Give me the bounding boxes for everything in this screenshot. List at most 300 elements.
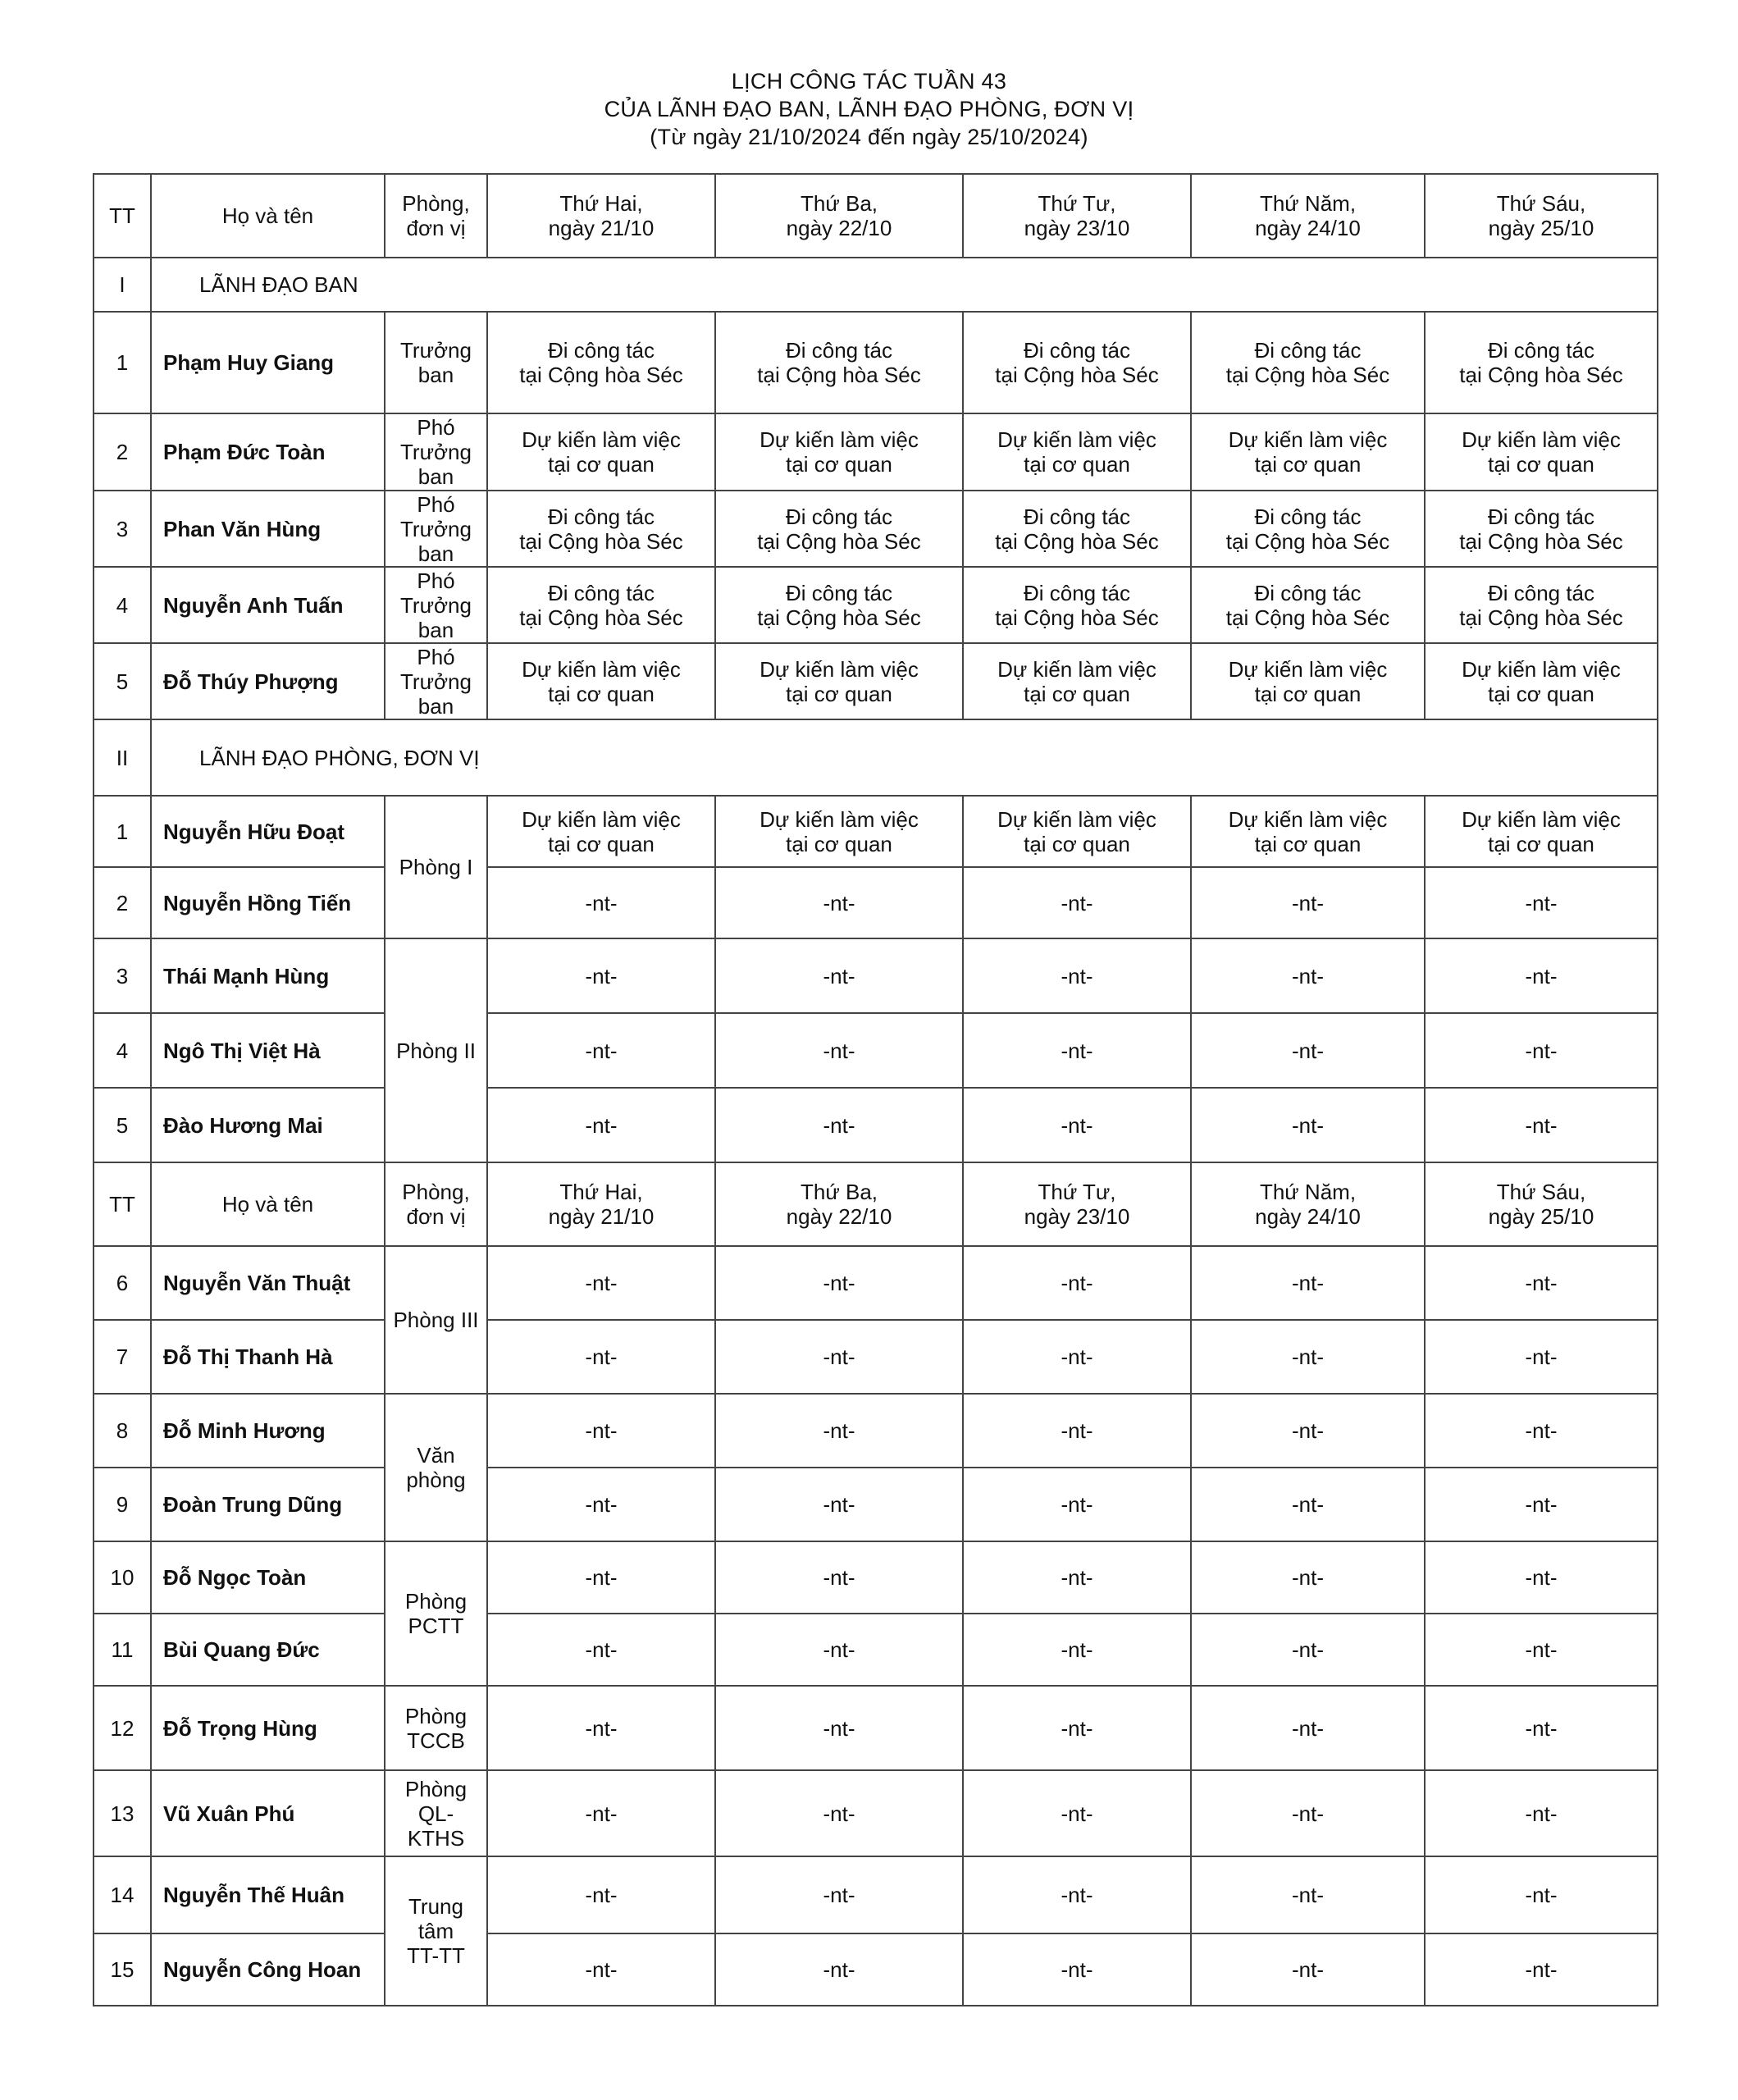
row-tt: 15	[94, 1933, 151, 2006]
row-position-line-2: ban	[417, 363, 454, 387]
schedule-cell-line-2: tại Cộng hòa Séc	[757, 363, 921, 387]
schedule-cell: -nt-	[1425, 938, 1658, 1013]
schedule-cell-line-1: Dự kiến làm việc	[522, 656, 681, 682]
schedule-cell: -nt-	[487, 1320, 715, 1394]
schedule-cell: -nt-	[487, 1933, 715, 2006]
row-position	[385, 413, 487, 491]
schedule-table	[93, 173, 1658, 2006]
row-tt: 7	[94, 1320, 151, 1394]
row-position-line-1: Phó	[417, 491, 455, 517]
header-day-line-2: ngày 24/10	[1255, 216, 1361, 240]
schedule-cell: -nt-	[487, 1686, 715, 1770]
row-tt: 12	[94, 1686, 151, 1770]
schedule-cell: -nt-	[487, 1856, 715, 1933]
schedule-cell-line-1: Dự kiến làm việc	[1228, 427, 1388, 452]
schedule-cell: -nt-	[715, 1770, 963, 1856]
schedule-cell: -nt-	[715, 1088, 963, 1162]
schedule-cell-line-2: tại Cộng hòa Séc	[995, 363, 1159, 387]
schedule-cell-line-1: Đi công tác	[1023, 338, 1131, 363]
header-day	[715, 174, 963, 258]
header-day-line-1: Thứ Năm,	[1259, 191, 1357, 216]
schedule-cell	[963, 796, 1191, 867]
schedule-cell: -nt-	[1425, 1933, 1658, 2006]
row-unit-line-1: Phòng III	[393, 1308, 479, 1332]
schedule-cell-line-1: Dự kiến làm việc	[997, 806, 1156, 832]
schedule-cell: -nt-	[1425, 1468, 1658, 1541]
schedule-cell: -nt-	[715, 1246, 963, 1320]
schedule-cell: -nt-	[715, 1933, 963, 2006]
schedule-cell: -nt-	[1191, 1856, 1425, 1933]
schedule-cell	[487, 796, 715, 867]
row-position	[385, 491, 487, 567]
header-day	[963, 174, 1191, 258]
row-name: Vũ Xuân Phú	[151, 1770, 385, 1856]
header-day	[1191, 174, 1425, 258]
schedule-cell: -nt-	[1191, 1541, 1425, 1614]
schedule-cell	[487, 312, 715, 413]
row-tt: 3	[94, 938, 151, 1013]
schedule-cell	[1425, 491, 1658, 567]
schedule-cell	[487, 413, 715, 491]
row-unit	[385, 1246, 487, 1394]
schedule-cell-line-2: tại Cộng hòa Séc	[1459, 605, 1623, 630]
schedule-cell	[1191, 796, 1425, 867]
section-number: I	[94, 258, 151, 312]
schedule-cell	[487, 567, 715, 643]
schedule-cell: -nt-	[487, 1246, 715, 1320]
row-name: Nguyễn Anh Tuấn	[151, 567, 385, 643]
row-unit-line-2: PCTT	[408, 1614, 464, 1638]
schedule-cell-line-1: Dự kiến làm việc	[760, 656, 919, 682]
row-name: Nguyễn Hồng Tiến	[151, 867, 385, 938]
schedule-cell-line-2: tại cơ quan	[1254, 681, 1362, 706]
schedule-cell: -nt-	[1425, 1614, 1658, 1686]
schedule-cell	[715, 643, 963, 719]
schedule-cell	[1191, 491, 1425, 567]
table-row	[94, 1088, 1658, 1162]
row-position-line-3: ban	[417, 541, 454, 566]
header-name: Họ và tên	[151, 174, 385, 258]
schedule-cell: -nt-	[1425, 1770, 1658, 1856]
header-unit	[385, 1162, 487, 1246]
row-name: Ngô Thị Việt Hà	[151, 1013, 385, 1088]
row-unit-line-1: Phòng	[404, 1776, 468, 1801]
schedule-cell: -nt-	[1191, 1246, 1425, 1320]
header-day-line-2: ngày 22/10	[786, 1204, 892, 1229]
header-day	[487, 1162, 715, 1246]
row-tt: 4	[94, 567, 151, 643]
row-name: Đỗ Trọng Hùng	[151, 1686, 385, 1770]
schedule-cell	[1425, 567, 1658, 643]
schedule-cell-line-2: tại Cộng hòa Séc	[757, 605, 921, 630]
section-label: LÃNH ĐẠO PHÒNG, ĐƠN VỊ	[151, 719, 1658, 796]
row-tt: 9	[94, 1468, 151, 1541]
row-unit-line-1: Phòng	[404, 1703, 468, 1728]
header-day-line-2: ngày 24/10	[1255, 1204, 1361, 1229]
schedule-cell-line-2: tại cơ quan	[1488, 831, 1594, 856]
header-unit	[385, 174, 487, 258]
table-row	[94, 1933, 1658, 2006]
schedule-cell: -nt-	[1425, 1088, 1658, 1162]
row-tt: 6	[94, 1246, 151, 1320]
header-day	[963, 1162, 1191, 1246]
schedule-cell-line-2: tại Cộng hòa Séc	[1459, 363, 1623, 387]
schedule-cell: -nt-	[487, 1614, 715, 1686]
row-unit-line-1: Văn	[417, 1443, 455, 1468]
schedule-cell-line-2: tại Cộng hòa Séc	[519, 528, 683, 554]
header-day-line-2: ngày 25/10	[1488, 216, 1594, 240]
schedule-cell	[715, 491, 963, 567]
schedule-cell-line-1: Đi công tác	[1023, 580, 1131, 605]
schedule-cell-line-2: tại Cộng hòa Séc	[995, 528, 1159, 554]
schedule-cell: -nt-	[487, 1013, 715, 1088]
row-position-line-3: ban	[417, 693, 454, 719]
header-day-line-1: Thứ Năm,	[1259, 1180, 1357, 1204]
section-number: II	[94, 719, 151, 796]
row-unit-line-2: phòng	[406, 1468, 466, 1492]
schedule-cell-line-1: Dự kiến làm việc	[997, 656, 1156, 682]
table-row	[94, 1856, 1658, 1933]
schedule-cell	[1191, 567, 1425, 643]
section-label: LÃNH ĐẠO BAN	[151, 258, 1658, 312]
header-day-line-1: Thứ Tư,	[1038, 191, 1116, 216]
header-day	[715, 1162, 963, 1246]
row-tt: 1	[94, 312, 151, 413]
table-row	[94, 938, 1658, 1013]
row-name: Đỗ Thúy Phượng	[151, 643, 385, 719]
row-tt: 13	[94, 1770, 151, 1856]
schedule-cell: -nt-	[487, 938, 715, 1013]
schedule-cell: -nt-	[1425, 867, 1658, 938]
row-tt: 5	[94, 1088, 151, 1162]
schedule-cell: -nt-	[963, 1320, 1191, 1394]
schedule-cell: -nt-	[963, 867, 1191, 938]
header-day-line-2: ngày 23/10	[1024, 216, 1130, 240]
header-day-line-1: Thứ Sáu,	[1496, 191, 1586, 216]
row-unit	[385, 1856, 487, 2006]
row-name: Nguyễn Hữu Đoạt	[151, 796, 385, 867]
row-tt: 2	[94, 413, 151, 491]
schedule-cell-line-1: Dự kiến làm việc	[760, 806, 919, 832]
table-row	[94, 567, 1658, 643]
schedule-cell-line-2: tại cơ quan	[786, 831, 892, 856]
schedule-cell: -nt-	[715, 1468, 963, 1541]
schedule-cell-line-1: Đi công tác	[547, 338, 655, 363]
schedule-cell: -nt-	[1191, 1088, 1425, 1162]
schedule-cell-line-2: tại Cộng hòa Séc	[1225, 363, 1390, 387]
schedule-cell: -nt-	[715, 1013, 963, 1088]
schedule-cell: -nt-	[715, 1394, 963, 1468]
schedule-cell: -nt-	[963, 1246, 1191, 1320]
row-unit	[385, 938, 487, 1162]
schedule-cell-line-2: tại cơ quan	[548, 452, 655, 477]
row-position-line-2: Trưởng	[400, 669, 472, 694]
row-name: Phạm Huy Giang	[151, 312, 385, 413]
schedule-cell	[963, 312, 1191, 413]
schedule-cell: -nt-	[1425, 1394, 1658, 1468]
schedule-cell: -nt-	[1425, 1541, 1658, 1614]
row-unit-line-3: KTHS	[407, 1825, 465, 1851]
schedule-cell: -nt-	[1191, 1013, 1425, 1088]
schedule-cell: -nt-	[1191, 1320, 1425, 1394]
schedule-cell: -nt-	[715, 1320, 963, 1394]
schedule-cell-line-1: Đi công tác	[1487, 338, 1595, 363]
title-line-1: LỊCH CÔNG TÁC TUẦN 43	[731, 69, 1007, 94]
schedule-cell: -nt-	[487, 1088, 715, 1162]
row-name: Đỗ Thị Thanh Hà	[151, 1320, 385, 1394]
header-day-line-2: ngày 21/10	[548, 216, 655, 240]
table-row	[94, 867, 1658, 938]
schedule-cell-line-2: tại cơ quan	[786, 452, 892, 477]
schedule-cell	[963, 413, 1191, 491]
table-row	[94, 1320, 1658, 1394]
row-tt: 8	[94, 1394, 151, 1468]
schedule-cell	[963, 567, 1191, 643]
row-position-line-1: Phó	[417, 644, 455, 669]
table-header-row	[94, 1162, 1658, 1246]
schedule-cell-line-1: Dự kiến làm việc	[522, 427, 681, 452]
table-row	[94, 413, 1658, 491]
schedule-cell: -nt-	[1425, 1856, 1658, 1933]
schedule-cell: -nt-	[1191, 1933, 1425, 2006]
schedule-cell: -nt-	[963, 1933, 1191, 2006]
schedule-cell-line-2: tại Cộng hòa Séc	[757, 528, 921, 554]
schedule-cell-line-2: tại Cộng hòa Séc	[519, 363, 683, 387]
header-day-line-2: ngày 25/10	[1488, 1204, 1594, 1229]
row-position-line-3: ban	[417, 464, 454, 489]
schedule-cell-line-2: tại Cộng hòa Séc	[995, 605, 1159, 630]
schedule-cell: -nt-	[715, 1686, 963, 1770]
row-position-line-3: ban	[417, 617, 454, 642]
schedule-cell-line-1: Dự kiến làm việc	[1462, 656, 1621, 682]
row-tt: 11	[94, 1614, 151, 1686]
schedule-cell: -nt-	[487, 1770, 715, 1856]
schedule-cell: -nt-	[1191, 1770, 1425, 1856]
schedule-cell-line-2: tại cơ quan	[548, 681, 655, 706]
table-row	[94, 1770, 1658, 1856]
row-unit	[385, 1394, 487, 1541]
row-unit-line-2: tâm	[417, 1919, 454, 1943]
schedule-cell-line-1: Đi công tác	[547, 580, 655, 605]
schedule-cell	[1191, 643, 1425, 719]
schedule-cell-line-2: tại cơ quan	[1488, 681, 1594, 706]
header-day-line-2: ngày 22/10	[786, 216, 892, 240]
schedule-cell: -nt-	[963, 938, 1191, 1013]
schedule-cell-line-2: tại cơ quan	[1254, 831, 1362, 856]
header-unit-line-2: đơn vị	[406, 1204, 466, 1229]
title-line-2: CỦA LÃNH ĐẠO BAN, LÃNH ĐẠO PHÒNG, ĐƠN VỊ	[604, 97, 1134, 121]
schedule-cell: -nt-	[963, 1013, 1191, 1088]
schedule-cell: -nt-	[487, 1541, 715, 1614]
schedule-cell: -nt-	[1425, 1320, 1658, 1394]
schedule-cell: -nt-	[963, 1770, 1191, 1856]
schedule-cell: -nt-	[1191, 1686, 1425, 1770]
row-unit-line-1: Phòng I	[399, 855, 473, 879]
row-position	[385, 567, 487, 643]
row-name: Đỗ Ngọc Toàn	[151, 1541, 385, 1614]
row-position-line-1: Phó	[417, 415, 455, 440]
schedule-cell: -nt-	[1191, 1614, 1425, 1686]
schedule-cell	[1425, 796, 1658, 867]
schedule-cell: -nt-	[963, 1686, 1191, 1770]
schedule-cell	[1425, 413, 1658, 491]
schedule-cell-line-2: tại cơ quan	[1024, 452, 1130, 477]
schedule-cell-line-1: Dự kiến làm việc	[1228, 656, 1388, 682]
header-day	[1425, 1162, 1658, 1246]
schedule-cell-line-1: Đi công tác	[1487, 580, 1595, 605]
row-position	[385, 643, 487, 719]
header-day	[1425, 174, 1658, 258]
schedule-cell-line-2: tại Cộng hòa Séc	[1459, 528, 1623, 554]
header-name: Họ và tên	[151, 1162, 385, 1246]
table-row	[94, 1013, 1658, 1088]
schedule-cell-line-1: Dự kiến làm việc	[1462, 806, 1621, 832]
table-row	[94, 796, 1658, 867]
schedule-cell: -nt-	[715, 1614, 963, 1686]
schedule-cell-line-1: Đi công tác	[785, 504, 893, 529]
header-day-line-1: Thứ Sáu,	[1496, 1180, 1586, 1204]
header-day-line-1: Thứ Hai,	[559, 191, 643, 216]
schedule-cell-line-2: tại cơ quan	[1254, 452, 1362, 477]
row-unit-line-1: Phòng II	[396, 1038, 476, 1063]
schedule-cell-line-2: tại cơ quan	[1488, 452, 1594, 477]
row-tt: 1	[94, 796, 151, 867]
schedule-cell	[1191, 413, 1425, 491]
schedule-cell-line-1: Dự kiến làm việc	[522, 806, 681, 832]
schedule-cell	[715, 567, 963, 643]
document-title	[0, 67, 1738, 151]
header-day-line-2: ngày 23/10	[1024, 1204, 1130, 1229]
row-name: Nguyễn Thế Huân	[151, 1856, 385, 1933]
schedule-cell: -nt-	[487, 867, 715, 938]
row-name: Đoàn Trung Dũng	[151, 1468, 385, 1541]
schedule-cell: -nt-	[1425, 1013, 1658, 1088]
schedule-cell	[963, 491, 1191, 567]
row-tt: 2	[94, 867, 151, 938]
schedule-cell	[487, 643, 715, 719]
schedule-cell-line-1: Đi công tác	[785, 580, 893, 605]
row-name: Phạm Đức Toàn	[151, 413, 385, 491]
header-unit-line-1: Phòng,	[402, 191, 470, 216]
schedule-cell-line-1: Đi công tác	[547, 504, 655, 529]
row-unit-line-2: QL-	[417, 1801, 454, 1826]
schedule-cell: -nt-	[963, 1088, 1191, 1162]
schedule-cell-line-2: tại cơ quan	[1024, 831, 1130, 856]
schedule-cell: -nt-	[963, 1614, 1191, 1686]
row-unit	[385, 1541, 487, 1686]
schedule-cell-line-2: tại Cộng hòa Séc	[519, 605, 683, 630]
schedule-cell: -nt-	[1425, 1686, 1658, 1770]
row-unit	[385, 1686, 487, 1770]
table-row	[94, 491, 1658, 567]
row-unit-line-2: TCCB	[407, 1728, 465, 1753]
schedule-cell: -nt-	[1191, 1468, 1425, 1541]
schedule-cell-line-1: Đi công tác	[1254, 504, 1362, 529]
row-name: Đào Hương Mai	[151, 1088, 385, 1162]
schedule-cell-line-2: tại Cộng hòa Séc	[1225, 528, 1390, 554]
row-name: Phan Văn Hùng	[151, 491, 385, 567]
section-row	[94, 719, 1658, 796]
row-name: Bùi Quang Đức	[151, 1614, 385, 1686]
schedule-cell	[1425, 312, 1658, 413]
schedule-cell: -nt-	[715, 1541, 963, 1614]
schedule-cell	[1425, 643, 1658, 719]
row-position-line-2: Trưởng	[400, 516, 472, 541]
table-row	[94, 643, 1658, 719]
schedule-cell	[715, 312, 963, 413]
row-unit	[385, 796, 487, 938]
row-position	[385, 312, 487, 413]
schedule-cell: -nt-	[715, 867, 963, 938]
schedule-cell: -nt-	[1191, 938, 1425, 1013]
schedule-cell-line-2: tại Cộng hòa Séc	[1225, 605, 1390, 630]
row-name: Đỗ Minh Hương	[151, 1394, 385, 1468]
table-row	[94, 1246, 1658, 1320]
schedule-cell-line-2: tại cơ quan	[548, 831, 655, 856]
header-day-line-1: Thứ Ba,	[801, 191, 878, 216]
schedule-cell-line-1: Đi công tác	[1023, 504, 1131, 529]
row-tt: 10	[94, 1541, 151, 1614]
row-tt: 14	[94, 1856, 151, 1933]
header-day-line-1: Thứ Ba,	[801, 1180, 878, 1204]
header-day-line-2: ngày 21/10	[548, 1204, 655, 1229]
header-day	[487, 174, 715, 258]
table-row	[94, 1614, 1658, 1686]
schedule-cell: -nt-	[1191, 867, 1425, 938]
schedule-cell	[715, 796, 963, 867]
schedule-cell: -nt-	[487, 1394, 715, 1468]
schedule-cell: -nt-	[487, 1468, 715, 1541]
schedule-cell-line-1: Dự kiến làm việc	[1228, 806, 1388, 832]
row-name: Nguyễn Công Hoan	[151, 1933, 385, 2006]
schedule-cell: -nt-	[963, 1468, 1191, 1541]
schedule-cell-line-1: Đi công tác	[1487, 504, 1595, 529]
table-row	[94, 1541, 1658, 1614]
schedule-cell	[963, 643, 1191, 719]
schedule-cell-line-1: Đi công tác	[1254, 338, 1362, 363]
header-day-line-1: Thứ Hai,	[559, 1180, 643, 1204]
row-position-line-1: Trưởng	[400, 338, 472, 363]
schedule-cell-line-1: Dự kiến làm việc	[760, 427, 919, 452]
title-line-3: (Từ ngày 21/10/2024 đến ngày 25/10/2024)	[650, 125, 1088, 149]
row-unit	[385, 1770, 487, 1856]
schedule-cell: -nt-	[715, 938, 963, 1013]
schedule-cell: -nt-	[715, 1856, 963, 1933]
row-position-line-1: Phó	[417, 568, 455, 593]
schedule-cell	[487, 491, 715, 567]
schedule-cell: -nt-	[963, 1394, 1191, 1468]
row-unit-line-1: Trung	[408, 1894, 463, 1919]
row-tt: 3	[94, 491, 151, 567]
header-day	[1191, 1162, 1425, 1246]
schedule-cell: -nt-	[1425, 1246, 1658, 1320]
row-unit-line-1: Phòng	[404, 1589, 468, 1614]
section-row	[94, 258, 1658, 312]
schedule-cell-line-1: Dự kiến làm việc	[1462, 427, 1621, 452]
row-tt: 5	[94, 643, 151, 719]
header-tt: TT	[94, 174, 151, 258]
header-day-line-1: Thứ Tư,	[1038, 1180, 1116, 1204]
schedule-cell-line-2: tại cơ quan	[1024, 681, 1130, 706]
row-tt: 4	[94, 1013, 151, 1088]
row-name: Nguyễn Văn Thuật	[151, 1246, 385, 1320]
schedule-cell: -nt-	[963, 1856, 1191, 1933]
row-name: Thái Mạnh Hùng	[151, 938, 385, 1013]
schedule-cell: -nt-	[1191, 1394, 1425, 1468]
schedule-cell-line-1: Đi công tác	[785, 338, 893, 363]
header-tt: TT	[94, 1162, 151, 1246]
row-position-line-2: Trưởng	[400, 440, 472, 464]
